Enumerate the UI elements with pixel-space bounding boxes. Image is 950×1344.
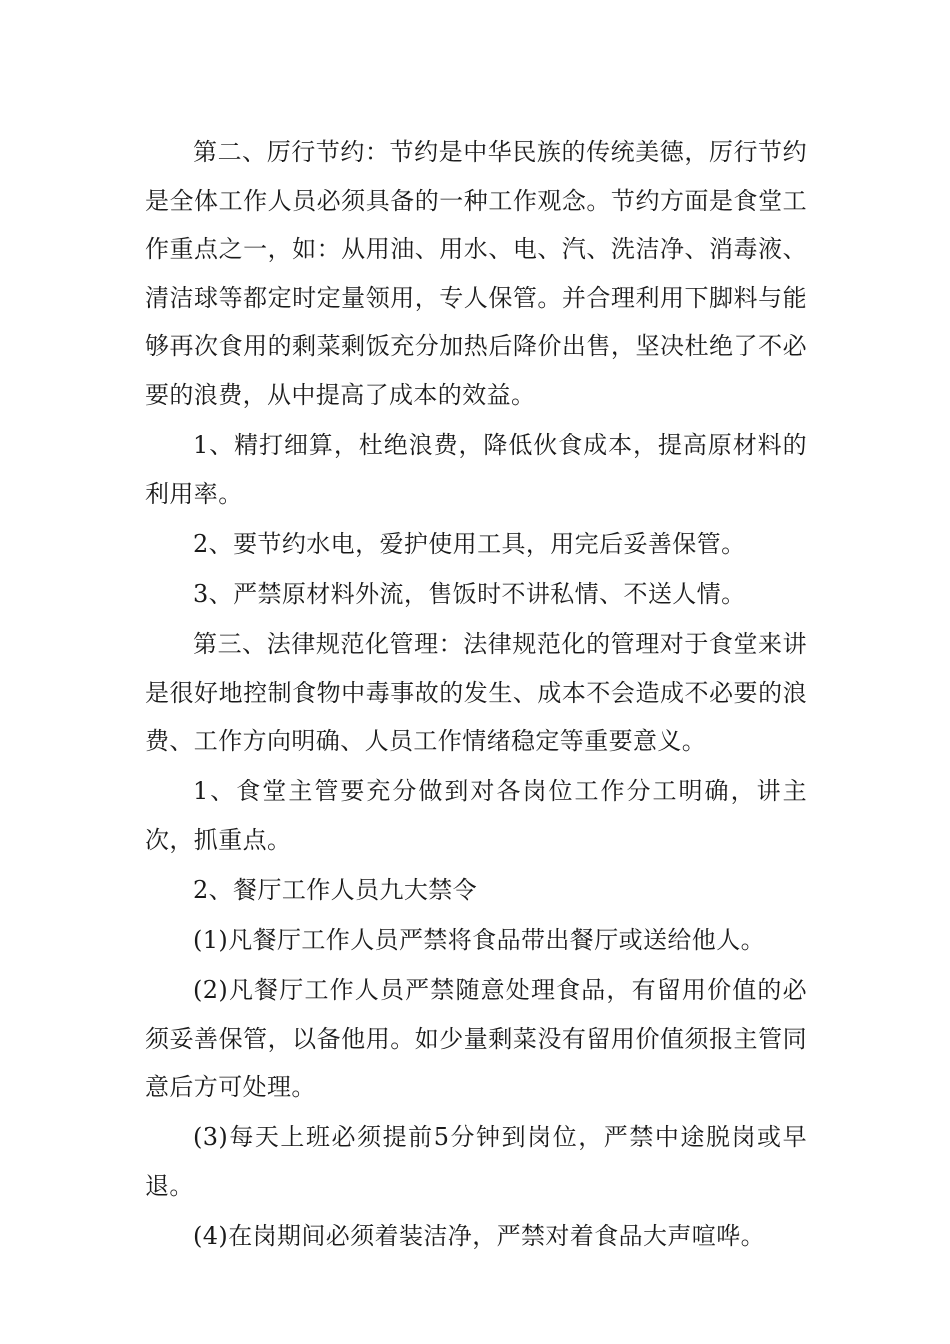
paragraph-legal-intro: 第三、法律规范化管理：法律规范化的管理对于食堂来讲是很好地控制食物中毒事故的发生、成本不会造成不必要的浪费、工作方向明确、人员工作情绪稳定等重要意义。 <box>145 629 807 756</box>
paragraph-legal-item-1: 1、食堂主管要充分做到对各岗位工作分工明确，讲主次，抓重点。 <box>145 777 807 854</box>
paragraph-thrift-item-3: 3、严禁原材料外流，售饭时不讲私情、不送人情。 <box>193 579 746 608</box>
paragraph-prohibition-1: (1)凡餐厅工作人员严禁将食品带出餐厅或送给他人。 <box>193 926 765 954</box>
paragraph-thrift-intro: 第二、厉行节约：节约是中华民族的传统美德，厉行节约是全体工作人员必须具备的一种工作观念。节约方面是食堂工作重点之一，如：从用油、用水、电、汽、洗洁净、消毒液、清洁球等都定时定量领用，专人保管。并合理利用下脚料与能够再次食用的剩菜剩饭充分加热后降价出售，坚决杜绝了不必要的浪费，从中提高了成本的效益。 <box>145 138 807 409</box>
paragraph-legal-item-2: 2、餐厅工作人员九大禁令 <box>193 875 478 904</box>
paragraph-thrift-item-2: 2、要节约水电，爱护使用工具，用完后妥善保管。 <box>193 529 746 558</box>
paragraph-prohibition-2: (2)凡餐厅工作人员严禁随意处理食品，有留用价值的必须妥善保管，以备他用。如少量剩菜没有留用价值须报主管同意后方可处理。 <box>145 976 807 1102</box>
paragraph-prohibition-3: (3)每天上班必须提前5分钟到岗位，严禁中途脱岗或早退。 <box>145 1123 807 1200</box>
document-body <box>145 128 807 1262</box>
paragraph-thrift-item-1: 1、精打细算，杜绝浪费，降低伙食成本，提高原材料的利用率。 <box>145 431 807 508</box>
paragraph-prohibition-4: (4)在岗期间必须着装洁净，严禁对着食品大声喧哗。 <box>193 1222 765 1251</box>
